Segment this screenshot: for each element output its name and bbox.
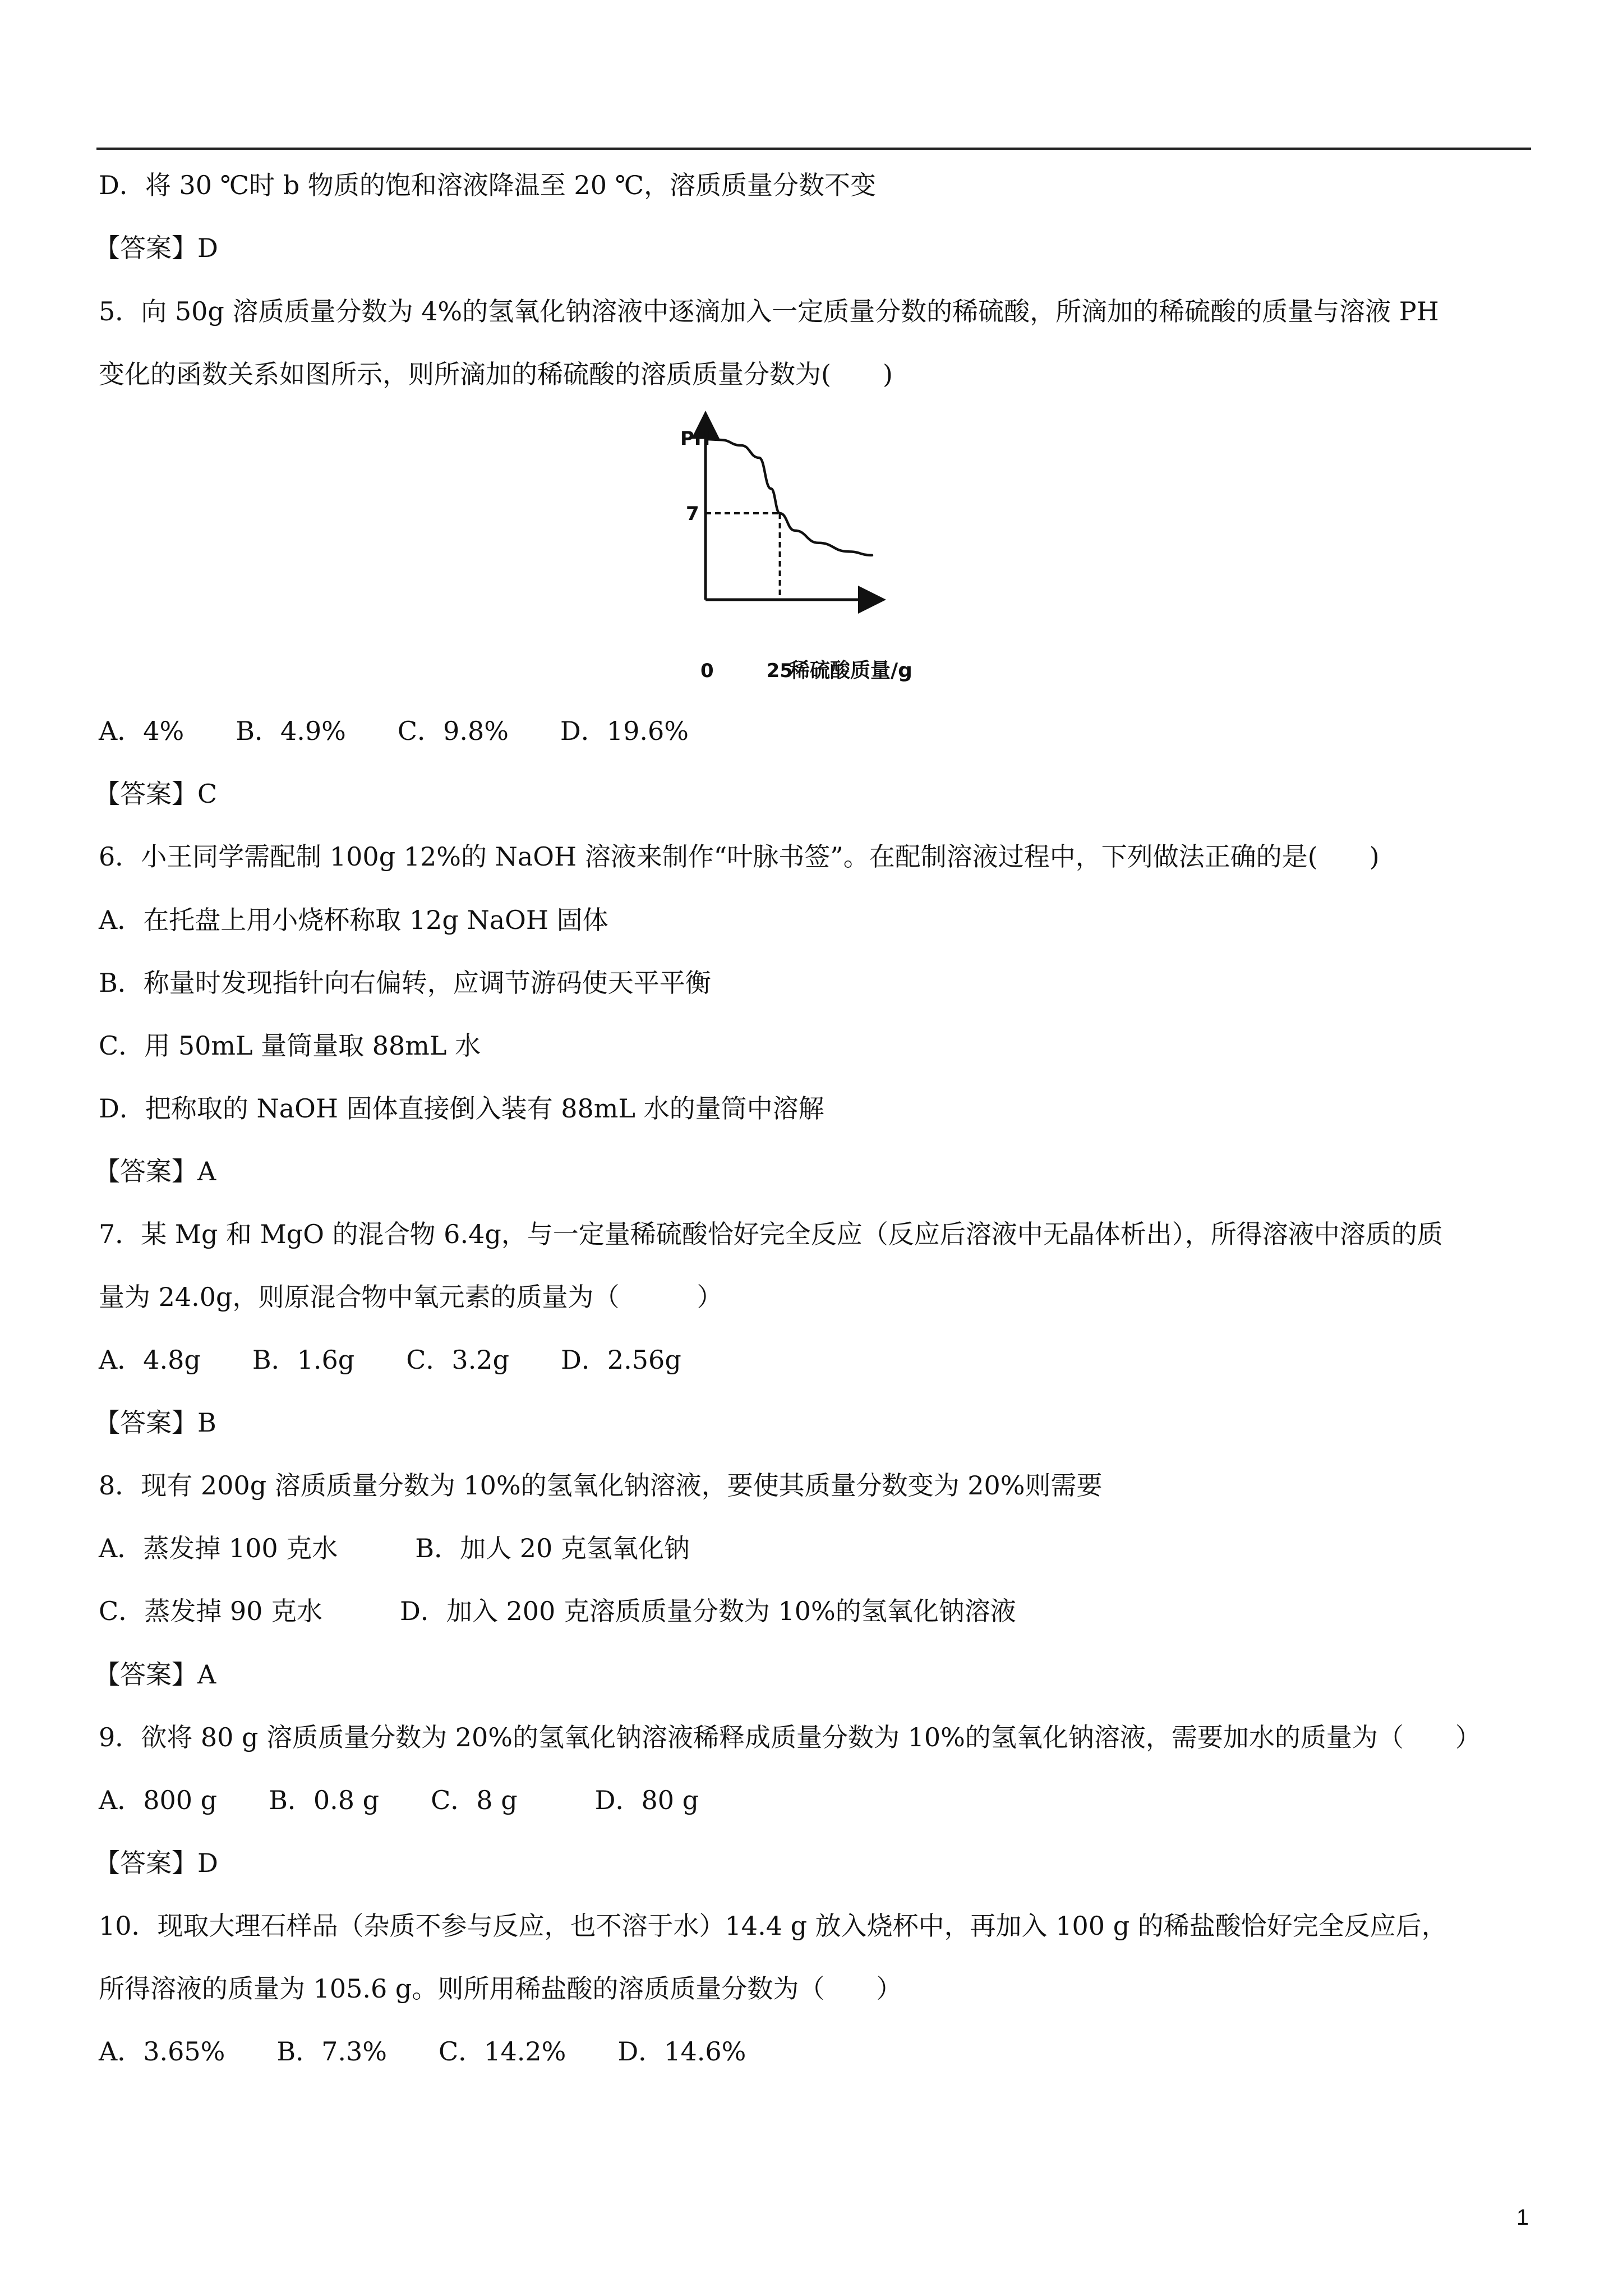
q8-answer: 【答案】A — [94, 1659, 216, 1690]
x-axis-label: 稀硫酸质量/g — [790, 659, 912, 682]
q6-answer: 【答案】A — [94, 1156, 216, 1186]
q8-stem: 8．现有 200g 溶质质量分数为 10%的氢氧化钠溶液，要使其质量分数变为 20%则需要 — [99, 1470, 1103, 1501]
q5-stem-line1: 5．向 50g 溶质质量分数为 4%的氢氧化钠溶液中逐滴加入一定质量分数的稀硫酸，所滴加的稀硫酸的质量与溶液 PH — [99, 296, 1439, 326]
q6-option-c: C．用 50mL 量筒量取 88mL 水 — [99, 1030, 481, 1061]
q7-stem-line1: 7．某 Mg 和 MgO 的混合物 6.4g，与一定量稀硫酸恰好完全反应（反应后溶液中无晶体析出），所得溶液中溶质的质 — [99, 1219, 1443, 1249]
q5-answer: 【答案】C — [94, 779, 218, 809]
x-tick-0: 0 — [700, 660, 714, 682]
q10-stem-line1: 10．现取大理石样品（杂质不参与反应，也不溶于水）14.4 g 放入烧杯中，再加入 100 g 的稀盐酸恰好完全反应后， — [99, 1911, 1447, 1941]
q7-answer: 【答案】B — [94, 1407, 216, 1438]
y-axis-label: PH — [680, 427, 711, 450]
q8-options-cd: C．蒸发掉 90 克水 D．加入 200 克溶质质量分数为 10%的氢氧化钠溶液 — [99, 1596, 1016, 1626]
q9-answer: 【答案】D — [94, 1848, 218, 1878]
y-tick-7: 7 — [686, 503, 699, 525]
q10-stem-line2: 所得溶液的质量为 105.6 g。则所用稀盐酸的溶质质量分数为（ ） — [99, 1973, 902, 2004]
q6-option-b: B．称量时发现指针向右偏转，应调节游码使天平平衡 — [99, 968, 711, 998]
q10-options: A．3.65% B．7.3% C．14.2% D．14.6% — [99, 2036, 746, 2067]
q5-options: A．4% B．4.9% C．9.8% D．19.6% — [99, 716, 689, 746]
ph-chart — [680, 412, 979, 693]
q7-stem-line2: 量为 24.0g，则原混合物中氧元素的质量为（ ） — [99, 1282, 723, 1312]
q5-stem-line2: 变化的函数关系如图所示，则所滴加的稀硫酸的溶质质量分数为( ) — [99, 359, 893, 389]
q6-option-a: A．在托盘上用小烧杯称取 12g NaOH 固体 — [99, 905, 608, 935]
q8-options-ab: A．蒸发掉 100 克水 B．加人 20 克氢氧化钠 — [99, 1533, 690, 1563]
ph-curve-figure — [680, 412, 979, 693]
q9-stem: 9．欲将 80 g 溶质质量分数为 20%的氢氧化钠溶液稀释成质量分数为 10%的氢氧化钠溶液，需要加水的质量为（ ） — [99, 1722, 1481, 1752]
q7-options: A．4.8g B．1.6g C．3.2g D．2.56g — [99, 1345, 681, 1375]
header-rule — [96, 148, 1531, 150]
q6-option-d: D．把称取的 NaOH 固体直接倒入装有 88mL 水的量筒中溶解 — [99, 1093, 824, 1124]
q4-option-d: D．将 30 ℃时 b 物质的饱和溶液降温至 20 ℃，溶质质量分数不变 — [99, 170, 877, 200]
q4-answer: 【答案】D — [94, 233, 218, 263]
x-tick-25: 25 — [766, 660, 793, 682]
ph-curve — [706, 439, 872, 555]
q9-options: A．800 g B．0.8 g C．8 g D．80 g — [99, 1785, 699, 1815]
q6-stem: 6．小王同学需配制 100g 12%的 NaOH 溶液来制作“叶脉书签”。在配制溶液过程中，下列做法正确的是( ) — [99, 841, 1380, 872]
page-number: 1 — [1516, 2205, 1529, 2230]
